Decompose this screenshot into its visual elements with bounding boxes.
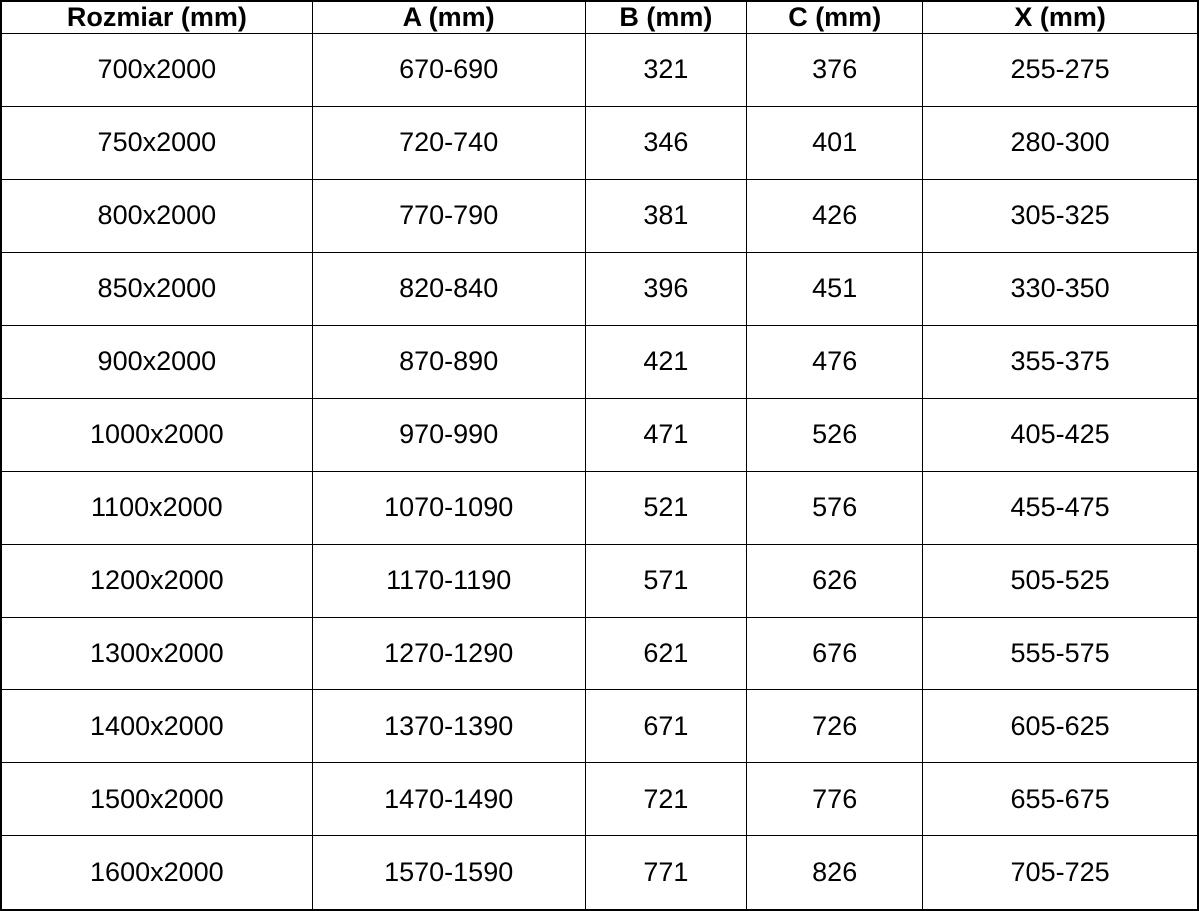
cell-a: 820-840 xyxy=(312,252,585,325)
cell-c: 726 xyxy=(747,690,923,763)
column-header-x: X (mm) xyxy=(923,1,1198,34)
cell-rozmiar: 700x2000 xyxy=(1,34,312,107)
table-row xyxy=(1,34,1198,107)
cell-b: 321 xyxy=(585,34,747,107)
column-header-rozmiar: Rozmiar (mm) xyxy=(1,1,312,34)
cell-x: 605-625 xyxy=(923,690,1198,763)
table-row xyxy=(1,106,1198,179)
table-row xyxy=(1,836,1198,910)
cell-a: 1270-1290 xyxy=(312,617,585,690)
cell-x: 455-475 xyxy=(923,471,1198,544)
table-row xyxy=(1,398,1198,471)
cell-b: 521 xyxy=(585,471,747,544)
cell-rozmiar: 850x2000 xyxy=(1,252,312,325)
cell-rozmiar: 900x2000 xyxy=(1,325,312,398)
table-row xyxy=(1,471,1198,544)
cell-b: 346 xyxy=(585,106,747,179)
cell-rozmiar: 800x2000 xyxy=(1,179,312,252)
cell-a: 770-790 xyxy=(312,179,585,252)
table-row xyxy=(1,617,1198,690)
table-row xyxy=(1,252,1198,325)
cell-x: 330-350 xyxy=(923,252,1198,325)
cell-x: 280-300 xyxy=(923,106,1198,179)
cell-rozmiar: 1300x2000 xyxy=(1,617,312,690)
cell-a: 670-690 xyxy=(312,34,585,107)
cell-x: 255-275 xyxy=(923,34,1198,107)
cell-a: 720-740 xyxy=(312,106,585,179)
cell-b: 471 xyxy=(585,398,747,471)
cell-rozmiar: 1500x2000 xyxy=(1,763,312,836)
cell-x: 655-675 xyxy=(923,763,1198,836)
header-row xyxy=(1,1,1198,34)
cell-c: 526 xyxy=(747,398,923,471)
column-header-c: C (mm) xyxy=(747,1,923,34)
column-header-a: A (mm) xyxy=(312,1,585,34)
cell-rozmiar: 750x2000 xyxy=(1,106,312,179)
table-row xyxy=(1,325,1198,398)
cell-rozmiar: 1100x2000 xyxy=(1,471,312,544)
cell-b: 671 xyxy=(585,690,747,763)
cell-a: 1570-1590 xyxy=(312,836,585,910)
table-body xyxy=(1,34,1198,911)
cell-c: 426 xyxy=(747,179,923,252)
cell-x: 305-325 xyxy=(923,179,1198,252)
cell-b: 571 xyxy=(585,544,747,617)
cell-a: 1470-1490 xyxy=(312,763,585,836)
cell-c: 776 xyxy=(747,763,923,836)
cell-b: 396 xyxy=(585,252,747,325)
column-header-b: B (mm) xyxy=(585,1,747,34)
cell-x: 705-725 xyxy=(923,836,1198,910)
cell-c: 676 xyxy=(747,617,923,690)
cell-b: 621 xyxy=(585,617,747,690)
cell-c: 376 xyxy=(747,34,923,107)
cell-a: 1070-1090 xyxy=(312,471,585,544)
cell-c: 476 xyxy=(747,325,923,398)
cell-c: 626 xyxy=(747,544,923,617)
table-row xyxy=(1,763,1198,836)
cell-c: 576 xyxy=(747,471,923,544)
cell-b: 721 xyxy=(585,763,747,836)
cell-rozmiar: 1600x2000 xyxy=(1,836,312,910)
cell-x: 555-575 xyxy=(923,617,1198,690)
table-row xyxy=(1,690,1198,763)
cell-x: 505-525 xyxy=(923,544,1198,617)
cell-a: 870-890 xyxy=(312,325,585,398)
cell-b: 421 xyxy=(585,325,747,398)
cell-b: 381 xyxy=(585,179,747,252)
table-row xyxy=(1,544,1198,617)
cell-rozmiar: 1400x2000 xyxy=(1,690,312,763)
cell-x: 355-375 xyxy=(923,325,1198,398)
cell-a: 1170-1190 xyxy=(312,544,585,617)
cell-x: 405-425 xyxy=(923,398,1198,471)
cell-rozmiar: 1200x2000 xyxy=(1,544,312,617)
cell-a: 1370-1390 xyxy=(312,690,585,763)
cell-rozmiar: 1000x2000 xyxy=(1,398,312,471)
cell-a: 970-990 xyxy=(312,398,585,471)
cell-c: 826 xyxy=(747,836,923,910)
cell-c: 451 xyxy=(747,252,923,325)
cell-b: 771 xyxy=(585,836,747,910)
cell-c: 401 xyxy=(747,106,923,179)
table-row xyxy=(1,179,1198,252)
table-header xyxy=(1,1,1198,34)
